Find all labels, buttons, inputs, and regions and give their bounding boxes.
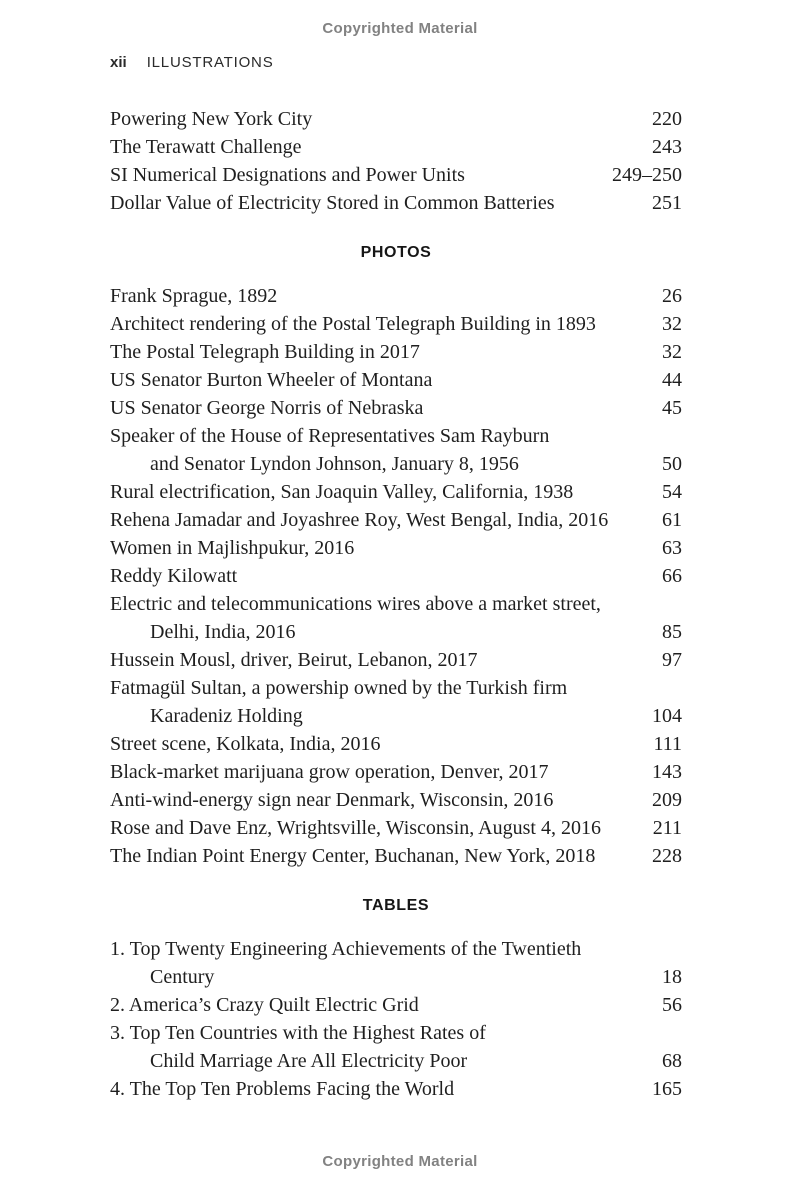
toc-entry-line — [110, 161, 682, 189]
toc-entry-line — [110, 310, 682, 338]
entry-title: 1. Top Twenty Engineering Achievements of the Twentieth — [110, 938, 582, 960]
toc-entry-line — [110, 506, 682, 534]
folio-page-number: xii — [110, 54, 127, 71]
toc-entry-line — [110, 963, 682, 991]
entry-page-number: 32 — [662, 313, 682, 335]
entry-title: Child Marriage Are All Electricity Poor — [150, 1050, 468, 1072]
entry-page-number: 111 — [653, 733, 682, 755]
toc-entry-line — [110, 991, 682, 1019]
entry-page-number: 32 — [662, 341, 682, 363]
entry-title: Powering New York City — [110, 108, 313, 130]
toc-entry-line — [110, 842, 682, 870]
toc-entry-line — [110, 478, 682, 506]
entry-title: Frank Sprague, 1892 — [110, 285, 278, 307]
entry-title: US Senator Burton Wheeler of Montana — [110, 369, 433, 391]
entry-title: US Senator George Norris of Nebraska — [110, 397, 424, 419]
copyright-notice-bottom: Copyrighted Material — [322, 1153, 478, 1170]
toc-entry-line — [110, 1047, 682, 1075]
entry-page-number: 61 — [662, 509, 682, 531]
entry-title: Reddy Kilowatt — [110, 565, 238, 587]
entry-page-number: 56 — [662, 994, 682, 1016]
toc-entry-line — [110, 422, 682, 450]
entry-page-number: 211 — [652, 817, 682, 839]
toc-entry-line — [110, 935, 682, 963]
entry-title: 2. America’s Crazy Quilt Electric Grid — [110, 994, 419, 1016]
toc-entry-line — [110, 674, 682, 702]
toc-entry-line — [110, 786, 682, 814]
entry-title: Anti-wind-energy sign near Denmark, Wisconsin, 2016 — [110, 789, 554, 811]
entry-title: The Terawatt Challenge — [110, 136, 302, 158]
toc-entry-line — [110, 450, 682, 478]
entry-page-number: 165 — [652, 1078, 682, 1100]
toc-entry-line — [110, 758, 682, 786]
toc-entry-line — [110, 590, 682, 618]
toc-entry-line — [110, 189, 682, 217]
toc-entry-line — [110, 814, 682, 842]
entry-page-number: 54 — [662, 481, 682, 503]
entry-page-number: 45 — [662, 397, 682, 419]
section-heading: TABLES — [362, 897, 430, 914]
entry-title: 4. The Top Ten Problems Facing the World — [110, 1078, 455, 1100]
entry-title: Street scene, Kolkata, India, 2016 — [110, 733, 381, 755]
copyright-notice-top: Copyrighted Material — [322, 20, 478, 37]
entry-page-number: 63 — [662, 537, 682, 559]
toc-entry-line — [110, 133, 682, 161]
entry-title: Women in Majlishpukur, 2016 — [110, 537, 355, 559]
entry-title: Karadeniz Holding — [150, 705, 303, 727]
entry-title: Rehena Jamadar and Joyashree Roy, West Bengal, India, 2016 — [110, 509, 609, 531]
toc-entry-line — [110, 338, 682, 366]
toc-entry-line — [110, 618, 682, 646]
page-header — [110, 54, 800, 72]
toc-entry-line — [110, 282, 682, 310]
entry-title: Hussein Mousl, driver, Beirut, Lebanon, 2017 — [110, 649, 478, 671]
entry-title: Century — [150, 966, 215, 988]
entry-page-number: 249–250 — [612, 164, 682, 186]
entry-page-number: 44 — [662, 369, 682, 391]
entry-page-number: 85 — [662, 621, 682, 643]
entry-title: Rose and Dave Enz, Wrightsville, Wisconsin, August 4, 2016 — [110, 817, 601, 839]
toc-entry-line — [110, 394, 682, 422]
entry-title: Dollar Value of Electricity Stored in Common Batteries — [110, 192, 555, 214]
entry-page-number: 143 — [652, 761, 682, 783]
entry-page-number: 104 — [652, 705, 682, 727]
entry-title: The Postal Telegraph Building in 2017 — [110, 341, 420, 363]
entry-title: Architect rendering of the Postal Telegraph Building in 1893 — [110, 313, 596, 335]
toc-entry-line — [110, 730, 682, 758]
entry-page-number: 228 — [652, 845, 682, 867]
entry-title: SI Numerical Designations and Power Units — [110, 164, 465, 186]
entry-title: Rural electrification, San Joaquin Valley, California, 1938 — [110, 481, 574, 503]
entry-title: Electric and telecommunications wires above a market street, — [110, 593, 601, 615]
entry-page-number: 209 — [652, 789, 682, 811]
entry-page-number: 50 — [662, 453, 682, 475]
entry-page-number: 66 — [662, 565, 682, 587]
entry-title: and Senator Lyndon Johnson, January 8, 1956 — [150, 453, 519, 475]
entry-title: Delhi, India, 2016 — [150, 621, 296, 643]
entry-title: Fatmagül Sultan, a powership owned by the Turkish firm — [110, 677, 568, 699]
toc-entry-line — [110, 646, 682, 674]
toc-entry-line — [110, 702, 682, 730]
running-head-title: ILLUSTRATIONS — [146, 54, 274, 71]
entry-page-number: 68 — [662, 1050, 682, 1072]
entry-page-number: 97 — [662, 649, 682, 671]
toc-entry-line — [110, 534, 682, 562]
entry-title: Speaker of the House of Representatives Sam Rayburn — [110, 425, 550, 447]
section-heading: PHOTOS — [360, 244, 432, 261]
entry-page-number: 18 — [662, 966, 682, 988]
entry-page-number: 26 — [662, 285, 682, 307]
entry-page-number: 251 — [652, 192, 682, 214]
toc-entry-line — [110, 562, 682, 590]
entry-page-number: 243 — [652, 136, 682, 158]
toc-entry-line — [110, 1075, 682, 1103]
entry-page-number: 220 — [652, 108, 682, 130]
entry-title: 3. Top Ten Countries with the Highest Rates of — [110, 1022, 486, 1044]
entry-title: The Indian Point Energy Center, Buchanan, New York, 2018 — [110, 845, 596, 867]
toc-entry-line — [110, 105, 682, 133]
entry-title: Black-market marijuana grow operation, Denver, 2017 — [110, 761, 549, 783]
toc — [110, 105, 682, 1103]
toc-entry-line — [110, 366, 682, 394]
toc-entry-line — [110, 1019, 682, 1047]
